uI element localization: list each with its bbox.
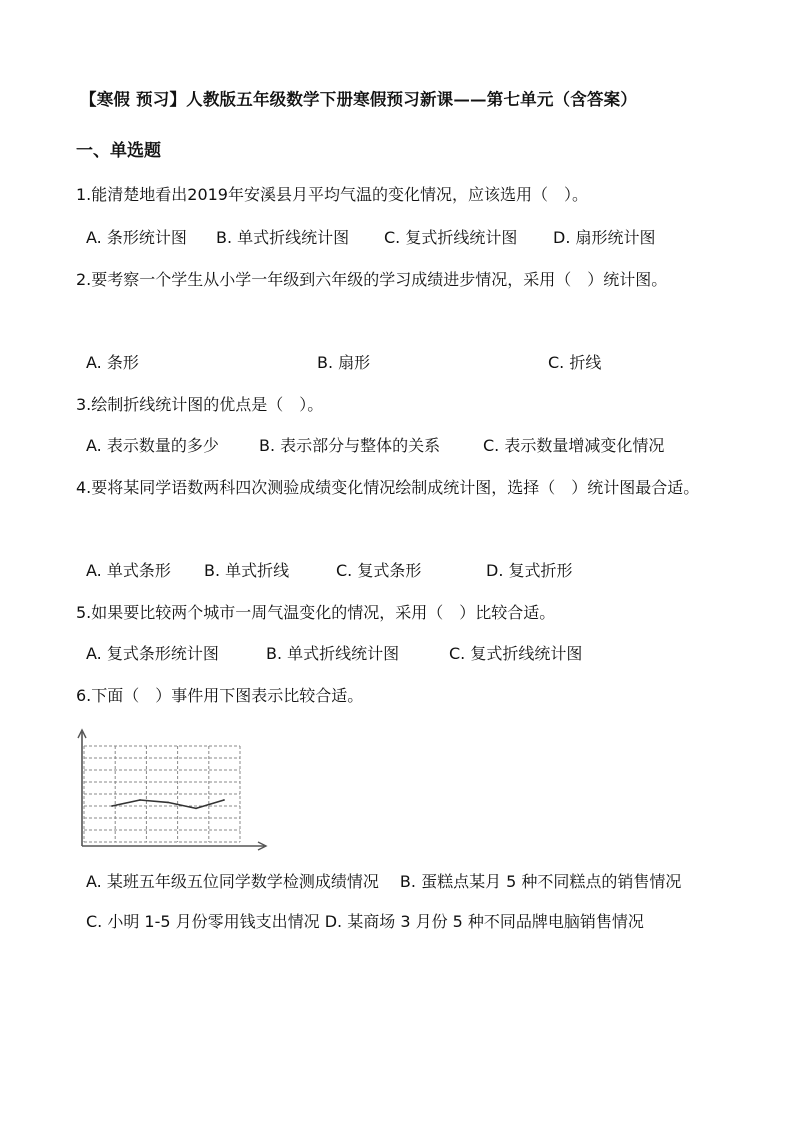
option-b[interactable]: B. 表示部分与整体的关系 bbox=[259, 436, 441, 455]
question-3-stem: 3.绘制折线统计图的优点是（ ）。 bbox=[76, 395, 324, 414]
question-2-stem: 2.要考察一个学生从小学一年级到六年级的学习成绩进步情况，采用（ ）统计图。 bbox=[76, 270, 668, 289]
option-c[interactable]: C. 表示数量增减变化情况 bbox=[483, 436, 665, 455]
option-a[interactable]: A. 单式条形 bbox=[86, 561, 171, 580]
option-d[interactable]: D. 复式折形 bbox=[486, 561, 573, 580]
option-c[interactable]: C. 复式条形 bbox=[336, 561, 422, 580]
line-chart-figure bbox=[72, 726, 272, 858]
section-heading: 一、单选题 bbox=[76, 141, 161, 161]
option-b[interactable]: B. 单式折线统计图 bbox=[266, 644, 400, 663]
data-point bbox=[223, 799, 225, 801]
option-d[interactable]: D. 扇形统计图 bbox=[553, 228, 656, 247]
option-a[interactable]: A. 条形统计图 bbox=[86, 228, 187, 247]
question-5-stem: 5.如果要比较两个城市一周气温变化的情况，采用（ ）比较合适。 bbox=[76, 603, 556, 622]
series-line-segment bbox=[196, 800, 224, 808]
data-point bbox=[139, 799, 141, 801]
option-c[interactable]: C. 复式折线统计图 bbox=[384, 228, 518, 247]
data-point bbox=[167, 802, 169, 804]
question-6-options bbox=[86, 862, 722, 942]
option-c[interactable]: C. 复式折线统计图 bbox=[449, 644, 583, 663]
line-chart bbox=[72, 726, 272, 854]
data-point bbox=[111, 805, 113, 807]
option-b[interactable]: B. 扇形 bbox=[317, 353, 371, 372]
data-point bbox=[195, 808, 197, 810]
question-6-stem: 6.下面（ ）事件用下图表示比较合适。 bbox=[76, 686, 364, 705]
series-line-segment bbox=[168, 802, 196, 808]
option-c[interactable]: C. 折线 bbox=[548, 353, 602, 372]
option-a[interactable]: A. 复式条形统计图 bbox=[86, 644, 219, 663]
question-4-stem: 4.要将某同学语数两科四次测验成绩变化情况绘制成统计图，选择（ ）统计图最合适。 bbox=[76, 478, 700, 497]
document-title: 【寒假 预习】人教版五年级数学下册寒假预习新课——第七单元（含答案） bbox=[80, 90, 638, 109]
question-1-stem: 1.能清楚地看出2019年安溪县月平均气温的变化情况，应该选用（ ）。 bbox=[76, 185, 588, 204]
series-line-segment bbox=[140, 800, 168, 802]
option-b[interactable]: B. 单式折线 bbox=[204, 561, 290, 580]
option-b[interactable]: B. 单式折线统计图 bbox=[216, 228, 350, 247]
series-line-segment bbox=[112, 800, 140, 806]
question-6-options-line-2[interactable]: C. 小明 1-5 月份零用钱支出情况 D. 某商场 3 月份 5 种不同品牌电脑销售情况 bbox=[86, 912, 644, 931]
option-a[interactable]: A. 条形 bbox=[86, 353, 139, 372]
option-a[interactable]: A. 表示数量的多少 bbox=[86, 436, 219, 455]
question-6-options-line-1[interactable]: A. 某班五年级五位同学数学检测成绩情况 B. 蛋糕点某月 5 种不同糕点的销售情况 bbox=[86, 872, 682, 891]
